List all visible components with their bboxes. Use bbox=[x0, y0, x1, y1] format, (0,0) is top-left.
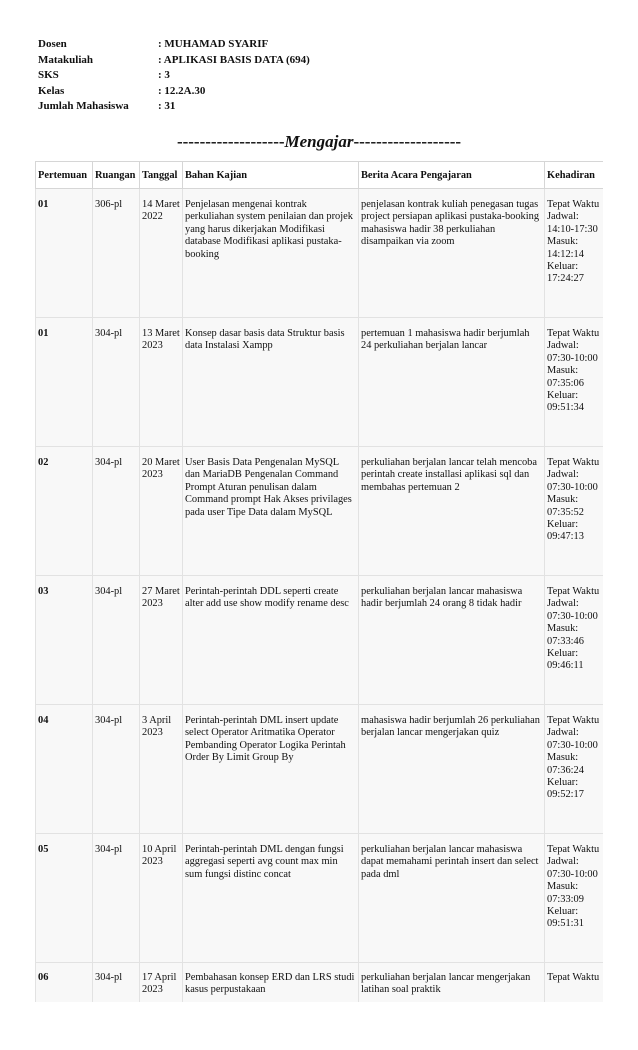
info-label: Matakuliah bbox=[38, 53, 94, 66]
table-row bbox=[36, 963, 604, 1003]
teaching-table-container bbox=[35, 161, 603, 1002]
info-row-jumlah-mahasiswa bbox=[38, 99, 310, 115]
cell-berita-acara: perkuliahan berjalan lancar mahasiswa dapat memahami perintah insert dan select pada dml bbox=[359, 834, 545, 963]
table-row bbox=[36, 705, 604, 834]
info-value: : 12.2A.30 bbox=[158, 84, 206, 97]
cell-ruangan: 304-pl bbox=[93, 576, 140, 705]
table-row bbox=[36, 834, 604, 963]
cell-bahan-kajian: Perintah-perintah DML dengan fungsi aggregasi seperti avg count max min sum fungsi distinc concat bbox=[183, 834, 359, 963]
section-divider-left: ------------------- bbox=[176, 132, 285, 151]
cell-bahan-kajian: Penjelasan mengenai kontrak perkuliahan system penilaian dan projek yang harus dikerjakan Modifikasi database Modifikasi aplikasi pustaka-booking bbox=[183, 189, 359, 318]
cell-kehadiran: Tepat Waktu Jadwal: 07:30-10:00 Masuk: 07:36:24 Keluar: 09:52:17 bbox=[545, 705, 604, 834]
table-header-row bbox=[36, 162, 604, 189]
table-row bbox=[36, 189, 604, 318]
cell-pertemuan: 05 bbox=[36, 834, 93, 963]
cell-ruangan: 304-pl bbox=[93, 963, 140, 1003]
section-divider-right: ------------------- bbox=[353, 132, 462, 151]
teaching-table bbox=[35, 161, 603, 1002]
cell-pertemuan: 06 bbox=[36, 963, 93, 1003]
info-row-matakuliah bbox=[38, 53, 310, 69]
cell-bahan-kajian: User Basis Data Pengenalan MySQL dan MariaDB Pengenalan Command Prompt Aturan penulisan dalam Command prompt Hak Akses privilages pada user Tipe Data dalam MySQL bbox=[183, 447, 359, 576]
info-row-sks bbox=[38, 68, 310, 84]
info-value: : MUHAMAD SYARIF bbox=[158, 38, 269, 50]
cell-ruangan: 304-pl bbox=[93, 834, 140, 963]
table-row bbox=[36, 447, 604, 576]
cell-berita-acara: perkuliahan berjalan lancar mahasiswa hadir berjumlah 24 orang 8 tidak hadir bbox=[359, 576, 545, 705]
course-info bbox=[38, 37, 310, 115]
cell-bahan-kajian: Perintah-perintah DML insert update select Operator Aritmatika Operator Pembanding Operator Logika Perintah Order By Limit Group By bbox=[183, 705, 359, 834]
info-row-dosen bbox=[38, 37, 310, 53]
cell-ruangan: 304-pl bbox=[93, 705, 140, 834]
cell-ruangan: 304-pl bbox=[93, 447, 140, 576]
info-row-kelas bbox=[38, 84, 310, 100]
cell-kehadiran: Tepat Waktu Jadwal: 07:30-10:00 Masuk: 07:35:06 Keluar: 09:51:34 bbox=[545, 318, 604, 447]
cell-tanggal: 14 Maret 2022 bbox=[140, 189, 183, 318]
table-row bbox=[36, 318, 604, 447]
cell-kehadiran: Tepat Waktu bbox=[545, 963, 604, 1003]
header-bahan-kajian: Bahan Kajian bbox=[183, 162, 359, 189]
cell-ruangan: 304-pl bbox=[93, 318, 140, 447]
header-kehadiran: Kehadiran bbox=[545, 162, 604, 189]
cell-berita-acara: pertemuan 1 mahasiswa hadir berjumlah 24 perkuliahan berjalan lancar bbox=[359, 318, 545, 447]
cell-berita-acara: perkuliahan berjalan lancar telah mencoba perintah create installasi aplikasi sql dan membahas pertemuan 2 bbox=[359, 447, 545, 576]
header-ruangan: Ruangan bbox=[93, 162, 140, 189]
cell-pertemuan: 02 bbox=[36, 447, 93, 576]
cell-pertemuan: 01 bbox=[36, 189, 93, 318]
cell-pertemuan: 04 bbox=[36, 705, 93, 834]
cell-kehadiran: Tepat Waktu Jadwal: 07:30-10:00 Masuk: 07:35:52 Keluar: 09:47:13 bbox=[545, 447, 604, 576]
header-tanggal: Tanggal bbox=[140, 162, 183, 189]
info-label: Jumlah Mahasiswa bbox=[38, 100, 129, 112]
cell-ruangan: 306-pl bbox=[93, 189, 140, 318]
cell-tanggal: 20 Maret 2023 bbox=[140, 447, 183, 576]
section-title-text: Mengajar bbox=[284, 132, 354, 151]
section-title bbox=[0, 132, 638, 152]
cell-tanggal: 13 Maret 2023 bbox=[140, 318, 183, 447]
cell-pertemuan: 03 bbox=[36, 576, 93, 705]
info-value: : 31 bbox=[158, 100, 176, 112]
header-berita-acara: Berita Acara Pengajaran bbox=[359, 162, 545, 189]
cell-berita-acara: perkuliahan berjalan lancar mengerjakan latihan soal praktik bbox=[359, 963, 545, 1003]
cell-pertemuan: 01 bbox=[36, 318, 93, 447]
header-pertemuan: Pertemuan bbox=[36, 162, 93, 189]
info-label: Kelas bbox=[38, 84, 65, 97]
cell-tanggal: 17 April 2023 bbox=[140, 963, 183, 1003]
cell-berita-acara: mahasiswa hadir berjumlah 26 perkuliahan berjalan lancar mengerjakan quiz bbox=[359, 705, 545, 834]
cell-berita-acara: penjelasan kontrak kuliah penegasan tugas project persiapan aplikasi pustaka-booking mahasiswa hadir 38 perkuliahan disampaikan via zoom bbox=[359, 189, 545, 318]
info-label: SKS bbox=[38, 69, 59, 81]
cell-kehadiran: Tepat Waktu Jadwal: 14:10-17:30 Masuk: 14:12:14 Keluar: 17:24:27 bbox=[545, 189, 604, 318]
info-value: : 3 bbox=[158, 69, 170, 81]
cell-tanggal: 3 April 2023 bbox=[140, 705, 183, 834]
info-value: : APLIKASI BASIS DATA (694) bbox=[158, 53, 310, 66]
cell-bahan-kajian: Perintah-perintah DDL seperti create alter add use show modify rename desc bbox=[183, 576, 359, 705]
cell-kehadiran: Tepat Waktu Jadwal: 07:30-10:00 Masuk: 07:33:09 Keluar: 09:51:31 bbox=[545, 834, 604, 963]
cell-tanggal: 10 April 2023 bbox=[140, 834, 183, 963]
cell-tanggal: 27 Maret 2023 bbox=[140, 576, 183, 705]
cell-kehadiran: Tepat Waktu Jadwal: 07:30-10:00 Masuk: 07:33:46 Keluar: 09:46:11 bbox=[545, 576, 604, 705]
cell-bahan-kajian: Pembahasan konsep ERD dan LRS studi kasus perpustakaan bbox=[183, 963, 359, 1003]
info-label: Dosen bbox=[38, 38, 67, 50]
table-row bbox=[36, 576, 604, 705]
cell-bahan-kajian: Konsep dasar basis data Struktur basis data Instalasi Xampp bbox=[183, 318, 359, 447]
